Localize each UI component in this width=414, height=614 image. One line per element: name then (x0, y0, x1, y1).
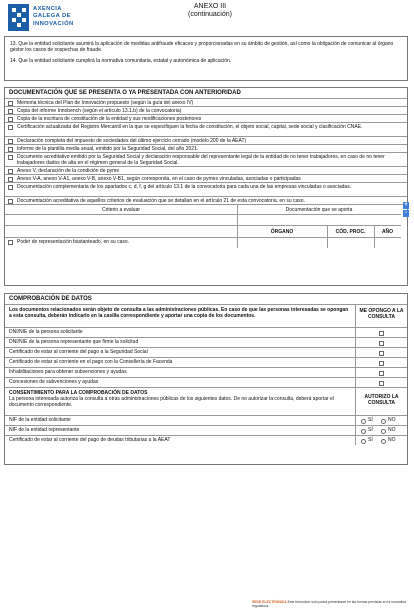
yes-radio[interactable] (361, 429, 366, 434)
doc-checkbox[interactable] (8, 155, 13, 160)
oppose-row (5, 367, 407, 377)
doc-checkbox[interactable] (8, 139, 13, 144)
oppose-label: Certificado de estar al corriente del pago a la Seguridad Social (9, 349, 148, 355)
authorize-header: AUTORIZO LA CONSULTA (355, 388, 407, 415)
declaration-13: 13. Que la entidad solicitante asumirá la aplicación de medidas antifraude eficaces y proporcionadas en su ámbito de gestión, así como la obligación de comunicar al órgano gestor los casos de sospechas de fraude. (10, 41, 394, 54)
doc-checkbox[interactable] (8, 101, 13, 106)
doc-checkbox[interactable] (8, 169, 13, 174)
doc-label: Copia del informe Innobench (según el artículo 13.1.b) de la convocatoria) (17, 108, 182, 114)
doc-checkbox[interactable] (8, 240, 13, 245)
doc-checkbox[interactable] (8, 177, 13, 182)
xunta-logo (8, 3, 94, 33)
documents-section (4, 87, 408, 286)
consent-header-row (5, 387, 407, 415)
documentation-header: Documentación que se aporta (285, 207, 353, 213)
doc-label: Certificación actualizada del Registro Mercantil en la que se especifiquen la fecha de constitución, el objeto social, capital, sede social y clasificación CNAE. (17, 124, 363, 130)
oppose-label: Concesiones de subvenciones y ayudas (9, 379, 99, 385)
doc-checkbox[interactable] (8, 109, 13, 114)
doc-row (5, 182, 407, 196)
logo-line-5: INNOVACIÓN (33, 20, 74, 27)
oppose-checkbox[interactable] (379, 371, 384, 376)
footer-note (252, 600, 410, 608)
add-row-button[interactable]: + (404, 202, 408, 208)
declaration-14: 14. Que la entidad solicitante cumplirá la normativa comunitaria, estatal y autonómica de aplicación. (10, 57, 232, 64)
doc-label: Documentación acreditativa de aquellos criterios de evaluación que se detallan en el artículo 21 de esta convocatoria, en su caso. (17, 198, 305, 204)
oppose-row (5, 347, 407, 357)
oppose-header: ME OPONGO A LA CONSULTA (355, 305, 407, 327)
oppose-checkbox[interactable] (379, 351, 384, 356)
doc-label: Declaración completa del impuesto de sociedades del último ejercicio cerrado (modelo 200 de la AEAT) (17, 138, 247, 144)
consent-label: NIF de la entidad representante (9, 427, 80, 433)
verification-section (4, 293, 408, 465)
cod-proc-label: CÓD. PROC. (335, 229, 366, 235)
no-label: NO (388, 437, 396, 443)
yes-label: SÍ (368, 417, 373, 423)
oppose-checkbox[interactable] (379, 341, 384, 346)
annex-heading (160, 3, 260, 19)
no-label: NO (388, 427, 396, 433)
doc-label: Informe de la plantilla media anual, emitido por la Seguridad Social, del año 2021. (17, 146, 199, 152)
doc-checkbox[interactable] (8, 185, 13, 190)
doc-row (5, 136, 407, 144)
annex-subtitle: (continuación) (188, 11, 232, 18)
doc-row (5, 106, 407, 114)
oppose-checkbox[interactable] (379, 381, 384, 386)
no-radio[interactable] (381, 419, 386, 424)
oppose-checkbox[interactable] (379, 331, 384, 336)
oppose-label: Inhabilitaciones para obtener subvenciones y ayudas (9, 369, 127, 375)
oppose-label: Certificado de estar al corriente en el pago con la Consellería de Facenda (9, 359, 173, 365)
yes-radio[interactable] (361, 439, 366, 444)
verification-title: COMPROBACIÓN DE DATOS (9, 296, 92, 302)
verification-intro: Los documentos relacionados serán objeto de consulta a las administraciones públicas. En caso de que las personas interesadas se opongan a esta consulta, deberán indicarlo en la casilla correspondiente y aportar una copia de los documentos. (9, 307, 349, 319)
oppose-label: DNI/NIE de la persona solicitante (9, 329, 83, 335)
oppose-row (5, 377, 407, 387)
oppose-row (5, 327, 407, 337)
footer-brand: SEDE ELECTRÓNICA (252, 600, 287, 604)
doc-checkbox[interactable] (8, 117, 13, 122)
doc-row-representation (5, 238, 407, 246)
consent-row (5, 415, 407, 425)
anio-label: AÑO (381, 229, 394, 235)
criteria-table (5, 204, 407, 248)
no-label: NO (388, 417, 396, 423)
doc-label: Documentación complementaria de los apartados c, d, f, g del artículo 13.1 de la convocatoria para cada una de las empresas vinculadas o asociadas. (17, 184, 352, 190)
remove-row-button[interactable]: - (405, 210, 407, 216)
doc-label: Anexo V-A, anexo V-A1, anexo V-B, anexo V-B1, según corresponda, en el caso de pymes vinculadas, asociadas o participadas (17, 176, 301, 182)
doc-label: Copia de la escritura de constitución de la entidad y sus modificaciones posteriores (17, 116, 202, 122)
consent-row (5, 435, 407, 445)
consent-row (5, 425, 407, 435)
oppose-label: DNI/NIE de la persona representante que firme la solicitud (9, 339, 139, 345)
doc-checkbox[interactable] (8, 199, 13, 204)
doc-checkbox[interactable] (8, 125, 13, 130)
doc-row (5, 98, 407, 106)
consent-title: CONSENTIMIENTO PARA LA COMPROBACIÓN DE DATOS (9, 390, 148, 396)
yes-label: SÍ (368, 437, 373, 443)
doc-row (5, 152, 407, 166)
doc-label: Documento acreditativo emitido por la Seguridad Social y declaración responsable del representante legal de la entidad de no tener trabajadores, en caso de no tener trabajadores dados de alta en el régimen general de la Seguridad Social. (17, 154, 385, 166)
doc-label: Poder de representación bastanteado, en su caso. (17, 239, 130, 245)
no-radio[interactable] (381, 439, 386, 444)
yes-radio[interactable] (361, 419, 366, 424)
verification-intro-row (5, 304, 407, 327)
documents-title: DOCUMENTACIÓN QUE SE PRESENTA O YA PRESENTADA CON ANTERIORIDAD (9, 90, 241, 96)
criteria-header: Criterio a evaluar (101, 207, 141, 213)
logo-text (33, 6, 74, 28)
oppose-row (5, 357, 407, 367)
logo-line-4: GALEGA DE (33, 13, 71, 20)
doc-label: Memoria técnica del Plan de Innovación propuesto (según la guía del anexo IV) (17, 100, 194, 106)
doc-row (5, 166, 407, 174)
doc-row (5, 144, 407, 152)
oppose-checkbox[interactable] (379, 361, 384, 366)
xunta-logo-mark (8, 4, 29, 31)
footer-text: Este formulario solo podrá presentarse en las formas previstas en la normativa reguladora. (252, 600, 406, 608)
oppose-row (5, 337, 407, 347)
consent-label: NIF de la entidad solicitante (9, 417, 71, 423)
doc-row (5, 122, 407, 136)
yes-label: SÍ (368, 427, 373, 433)
logo-line-3: AXENCIA (33, 6, 62, 12)
no-radio[interactable] (381, 429, 386, 434)
doc-row (5, 196, 407, 204)
doc-row (5, 114, 407, 122)
annex-title: ANEXO III (193, 3, 227, 10)
doc-label: Anexo V, declaración de la condición de pyme (17, 168, 120, 174)
doc-checkbox[interactable] (8, 147, 13, 152)
organo-label: ÓRGANO (270, 229, 294, 235)
declarations-box (4, 36, 408, 81)
doc-row (5, 174, 407, 182)
consent-label: Certificado de estar al corriente del pago de deudas tributarias a la AEAT (9, 437, 171, 443)
consent-text: La persona interesada autoriza la consulta a otras administraciones públicas de los siguientes datos. De no autorizar la consulta, deberá aportar el documento correspondiente. (9, 396, 334, 408)
